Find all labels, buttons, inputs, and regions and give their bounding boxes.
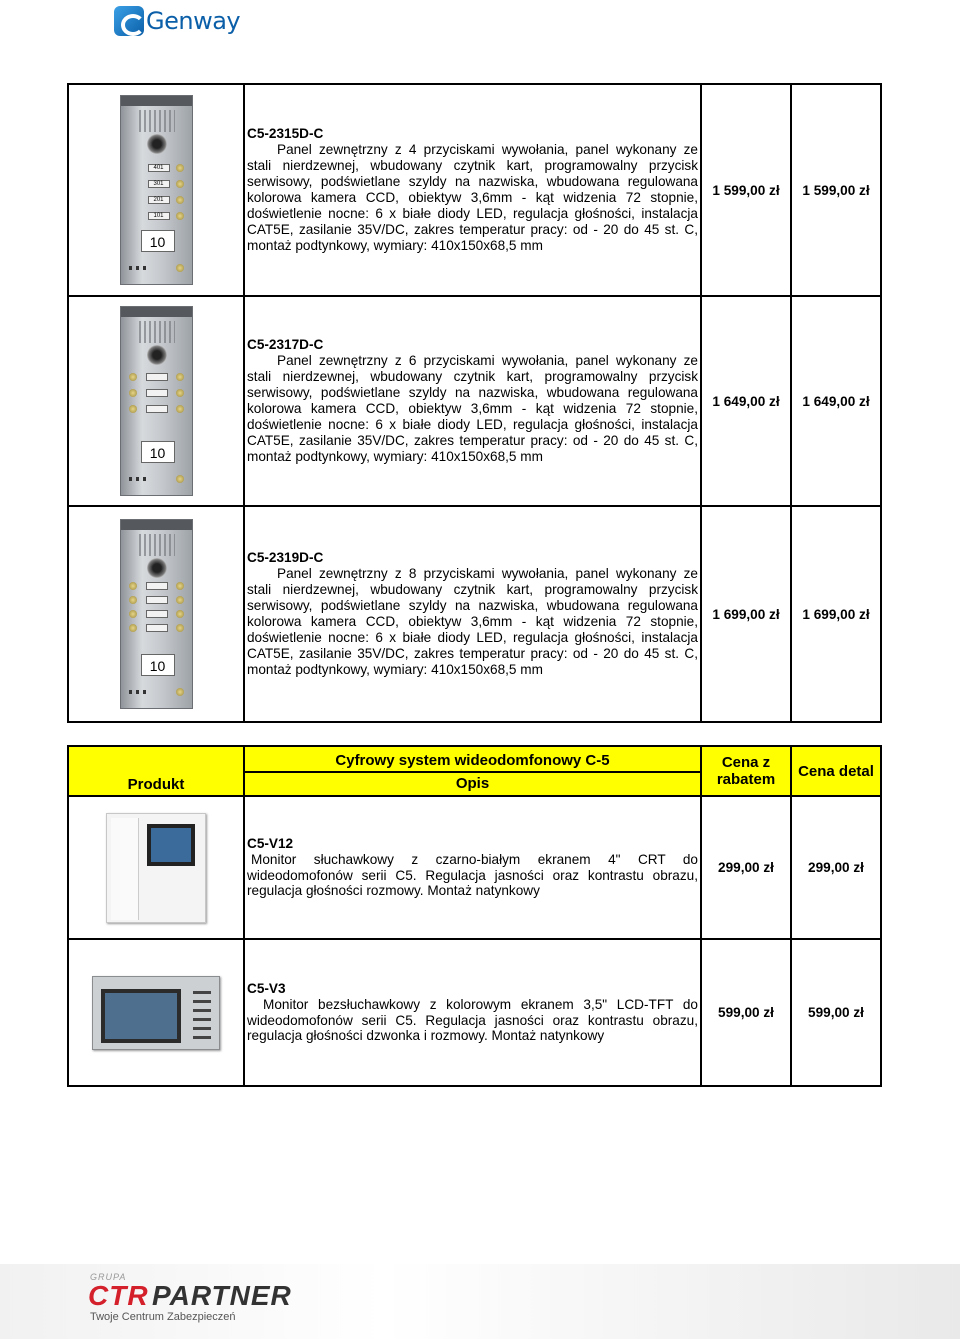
product-image-cell <box>68 84 244 296</box>
price-discount: 599,00 zł <box>701 939 791 1086</box>
footer-tagline: Twoje Centrum Zabezpieczeń <box>90 1311 236 1323</box>
product-code: C5-V3 <box>247 980 286 996</box>
panels-table <box>67 83 882 723</box>
product-code: C5-V12 <box>247 835 294 851</box>
price-retail: 1 699,00 zł <box>791 506 881 722</box>
table-row <box>68 506 881 722</box>
price-retail: 299,00 zł <box>791 796 881 939</box>
price-retail: 599,00 zł <box>791 939 881 1086</box>
footer-grupa: GRUPA <box>90 1272 127 1282</box>
price-discount: 1 699,00 zł <box>701 506 791 722</box>
product-description <box>244 939 701 1086</box>
nameplate-label: 101 <box>148 212 170 220</box>
section-title: Cyfrowy system wideodomfonowy C-5 <box>243 748 702 773</box>
product-code: C5-2319D-C <box>247 550 324 566</box>
table-row <box>68 939 881 1086</box>
description-lead: Monitor słuchawkowy z czarno-białym ekranem 4" CRT do <box>251 851 698 867</box>
footer-brand-ctr: CTR <box>88 1280 149 1311</box>
nameplate-label: 401 <box>148 164 170 172</box>
panel-4-buttons-image <box>120 95 193 285</box>
nameplate-label: 201 <box>148 196 170 204</box>
price-retail: 1 599,00 zł <box>791 84 881 296</box>
price-retail: 1 649,00 zł <box>791 296 881 506</box>
product-image-cell <box>68 796 244 939</box>
genway-logo <box>114 4 240 38</box>
product-image-cell <box>68 506 244 722</box>
description-text: stali nierdzewnej, wbudowany czytnik kart, programowalny przycisk serwisowy, podświetlane szyldy na nazwiska, wbudowana regulowana kolorowa kamera CCD, obiektyw 3,6mm - kąt widzenia 72 stopnie, doświetlenie nocne: 6 x białe diody LED, regulacja głośności, instalacja CAT5E, zasilanie 35V/DC, zakres temperatur pracy: od - 20 do 45 st. C, montaż podtynkowy, wymiary: 410x150x68,5 mm <box>247 158 698 253</box>
product-description <box>244 84 701 296</box>
product-code: C5-2317D-C <box>247 337 324 353</box>
product-description <box>244 296 701 506</box>
product-image-cell <box>68 296 244 506</box>
card-reader-label: 10 <box>141 230 175 252</box>
col-header-product: Produkt <box>68 746 244 796</box>
panel-8-buttons-image <box>120 519 193 709</box>
card-reader-label: 10 <box>141 654 175 676</box>
description-text: stali nierdzewnej, wbudowany czytnik kart, programowalny przycisk serwisowy, podświetlane szyldy na nazwiska, wbudowana regulowana kolorowa kamera CCD, obiektyw 3,6mm - kąt widzenia 72 stopnie, doświetlenie nocne: 6 x białe diody LED, regulacja głośności, instalacja CAT5E, zasilanie 35V/DC, zakres temperatur pracy: od - 20 do 45 st. C, montaż podtynkowy, wymiary: 410x150x68,5 mm <box>247 582 698 677</box>
price-discount: 299,00 zł <box>701 796 791 939</box>
product-description <box>244 506 701 722</box>
price-discount: 1 649,00 zł <box>701 296 791 506</box>
genway-logo-icon <box>114 6 144 36</box>
product-image-cell <box>68 939 244 1086</box>
table-row <box>68 84 881 296</box>
footer-brand-partner: PARTNER <box>152 1280 292 1311</box>
col-header-retail: Cena detal <box>791 746 881 796</box>
description-lead: Panel zewnętrzny z 8 przyciskami wywołania, panel wykonany ze <box>277 566 698 582</box>
col-header-opis: Opis <box>455 775 490 792</box>
nameplate-label: 301 <box>148 180 170 188</box>
monitor-handsfree-image <box>92 976 220 1050</box>
card-reader-label: 10 <box>141 441 175 463</box>
table-header-row <box>68 746 881 796</box>
table-row <box>68 296 881 506</box>
price-discount: 1 599,00 zł <box>701 84 791 296</box>
col-header-discount-line2: rabatem <box>716 771 776 788</box>
col-header-discount <box>701 746 791 796</box>
col-header-description <box>244 746 701 796</box>
description-text: wideodomofonów serii C5. Regulacja jasności oraz kontrastu obrazu, regulacja głośności rozmowy. Montaż natynkowy <box>247 867 698 899</box>
description-text: wideodomofonów serii C5. Regulacja jasności oraz kontrastu obrazu, regulacja głośności dzwonka i rozmowy. Montaż natynkowy <box>247 1012 698 1044</box>
col-header-discount-line1: Cena z <box>721 754 771 771</box>
product-description <box>244 796 701 939</box>
description-lead: Panel zewnętrzny z 4 przyciskami wywołania, panel wykonany ze <box>277 142 698 158</box>
panel-6-buttons-image <box>120 306 193 496</box>
product-code: C5-2315D-C <box>247 126 324 142</box>
description-lead: Monitor bezsłuchawkowy z kolorowym ekranem 3,5" LCD-TFT do <box>263 996 698 1012</box>
monitor-handset-image <box>106 813 206 923</box>
description-lead: Panel zewnętrzny z 6 przyciskami wywołania, panel wykonany ze <box>277 353 698 369</box>
table-row <box>68 796 881 939</box>
monitors-table <box>67 745 882 1087</box>
description-text: stali nierdzewnej, wbudowany czytnik kart, programowalny przycisk serwisowy, podświetlane szyldy na nazwiska, wbudowana regulowana kolorowa kamera CCD, obiektyw 3,6mm - kąt widzenia 72 stopnie, doświetlenie nocne: 6 x białe diody LED, regulacja głośności, instalacja CAT5E, zasilanie 35V/DC, zakres temperatur pracy: od - 20 do 45 st. C, montaż podtynkowy, wymiary: 410x150x68,5 mm <box>247 369 698 464</box>
logo-text: Genway <box>146 7 241 35</box>
